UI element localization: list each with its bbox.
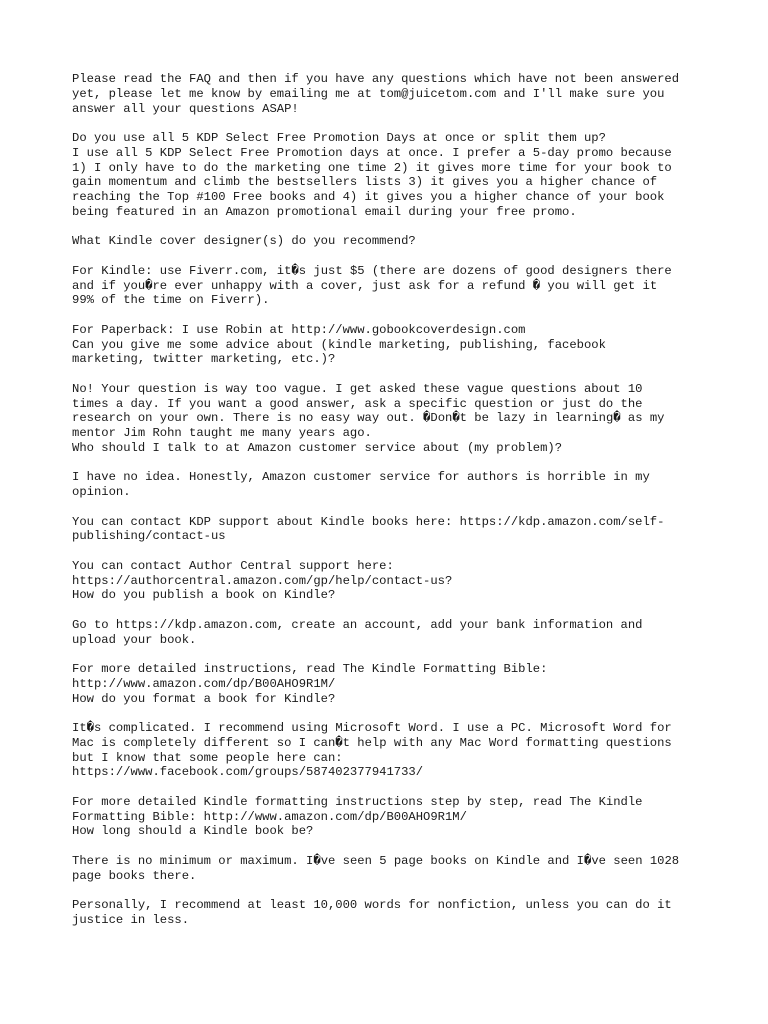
text-line: For Kindle: use Fiverr.com, it�s just $5 (there are dozens of good designers there — [72, 263, 672, 278]
text-line: being featured in an Amazon promotional email during your free promo. — [72, 204, 577, 219]
text-line: https://authorcentral.amazon.com/gp/help/contact-us? — [72, 573, 453, 588]
paragraph — [72, 618, 702, 648]
text-line: It�s complicated. I recommend using Microsoft Word. I use a PC. Microsoft Word for — [72, 721, 672, 735]
text-line: publishing/contact-us — [72, 529, 226, 544]
text-line: page books there. — [72, 868, 197, 883]
paragraph — [72, 323, 702, 367]
text-line: Go to https://kdp.amazon.com, create an account, add your bank information and — [72, 617, 643, 632]
text-line: gain momentum and climb the bestsellers lists 3) it gives you a higher chance of — [72, 175, 658, 190]
text-line: but I know that some people here can: — [72, 750, 343, 765]
text-line: upload your book. — [72, 632, 197, 647]
document-page — [72, 72, 702, 928]
text-line: times a day. If you want a good answer, ask a specific question or just do the — [72, 396, 643, 411]
text-line: No! Your question is way too vague. I get asked these vague questions about 10 — [72, 381, 643, 396]
text-line: 1) I only have to do the marketing one time 2) it gives more time for your book to — [72, 160, 672, 175]
text-line: http://www.amazon.com/dp/B00AHO9R1M/ — [72, 676, 336, 691]
text-line: For more detailed instructions, read The Kindle Formatting Bible: — [72, 662, 548, 676]
paragraph — [72, 854, 702, 884]
paragraph — [72, 515, 702, 545]
text-line: and if you�re ever unhappy with a cover, just ask for a refund � you will get it — [72, 278, 658, 293]
text-line: Personally, I recommend at least 10,000 words for nonfiction, unless you can do it — [72, 898, 672, 912]
paragraph — [72, 72, 702, 116]
text-line: You can contact Author Central support here: — [72, 558, 394, 573]
text-line: https://www.facebook.com/groups/587402377941733/ — [72, 765, 424, 780]
text-line: Who should I talk to at Amazon customer service about (my problem)? — [72, 440, 563, 455]
text-line: answer all your questions ASAP! — [72, 101, 299, 116]
paragraph — [72, 559, 702, 603]
paragraph — [72, 382, 702, 456]
text-line: For Paperback: I use Robin at http://www.gobookcoverdesign.com — [72, 322, 526, 337]
text-line: reaching the Top #100 Free books and 4) it gives you a higher chance of your book — [72, 190, 665, 204]
paragraph — [72, 234, 702, 249]
text-line: marketing, twitter marketing, etc.)? — [72, 352, 336, 367]
text-line: 99% of the time on Fiverr). — [72, 293, 270, 308]
text-line: You can contact KDP support about Kindle books here: https://kdp.amazon.com/self- — [72, 514, 665, 529]
text-line: Do you use all 5 KDP Select Free Promotion Days at once or split them up? — [72, 131, 606, 145]
text-line: What Kindle cover designer(s) do you recommend? — [72, 234, 416, 249]
paragraph — [72, 795, 702, 839]
text-line: mentor Jim Rohn taught me many years ago. — [72, 426, 372, 440]
paragraph — [72, 898, 702, 928]
text-line: Formatting Bible: http://www.amazon.com/dp/B00AHO9R1M/ — [72, 809, 467, 824]
text-line: How long should a Kindle book be? — [72, 824, 314, 839]
text-line: How do you publish a book on Kindle? — [72, 588, 336, 603]
text-line: yet, please let me know by emailing me at tom@juicetom.com and I'll make sure you — [72, 86, 665, 101]
text-line: How do you format a book for Kindle? — [72, 691, 336, 706]
text-line: For more detailed Kindle formatting instructions step by step, read The Kindle — [72, 794, 643, 809]
text-line: Please read the FAQ and then if you have any questions which have not been answered — [72, 72, 680, 86]
text-line: Mac is completely different so I can�t help with any Mac Word formatting questions — [72, 735, 672, 750]
paragraph — [72, 264, 702, 308]
paragraph — [72, 470, 702, 500]
text-line: opinion. — [72, 485, 131, 499]
paragraph — [72, 131, 702, 220]
text-line: There is no minimum or maximum. I�ve seen 5 page books on Kindle and I�ve seen 1028 — [72, 853, 680, 868]
text-line: research on your own. There is no easy way out. �Don�t be lazy in learning� as my — [72, 411, 665, 426]
text-line: Can you give me some advice about (kindle marketing, publishing, facebook — [72, 337, 606, 352]
text-line: I have no idea. Honestly, Amazon customer service for authors is horrible in my — [72, 470, 650, 485]
paragraph — [72, 662, 702, 706]
paragraph — [72, 721, 702, 780]
text-line: I use all 5 KDP Select Free Promotion days at once. I prefer a 5-day promo because — [72, 145, 672, 160]
text-line: justice in less. — [72, 912, 190, 927]
